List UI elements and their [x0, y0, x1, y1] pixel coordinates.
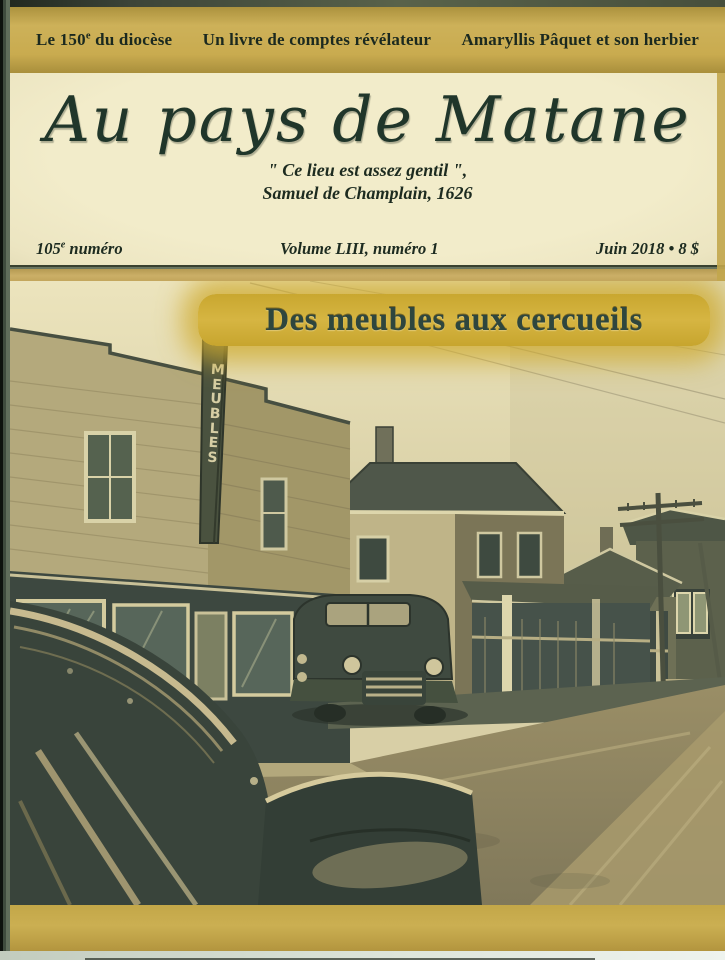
banner-topic-diocese-text: Le 150 [36, 30, 86, 49]
scan-top-edge [0, 0, 725, 7]
issue-number: 105e numéro [36, 239, 123, 258]
magazine-title: Au pays de Matane [44, 83, 691, 156]
street-scene [10, 281, 725, 905]
superscript: e [85, 30, 91, 42]
banner-topic-ledger: Un livre de comptes révélateur [202, 30, 432, 49]
footer-band [0, 905, 725, 951]
issue-bar [10, 238, 725, 260]
separator-strip [10, 269, 725, 281]
headline-banner: Des meubles aux cercueils [198, 294, 710, 346]
top-banner [10, 7, 725, 73]
superscript: e [60, 239, 66, 251]
quote-line-1: " Ce lieu est assez gentil ", [267, 160, 468, 181]
banner-topic-diocese-rest: du diocèse [90, 30, 173, 49]
quote-line-2: Samuel de Champlain, 1626 [262, 182, 473, 203]
date-price: Juin 2018 • 8 $ [596, 239, 699, 258]
scan-left-edge [0, 0, 10, 960]
scan-right-edge [717, 73, 725, 281]
banner-topic-diocese [36, 30, 172, 50]
masthead [10, 73, 725, 267]
volume-label: Volume LIII, numéro 1 [280, 239, 439, 258]
cover-photo [10, 281, 725, 905]
banner-topic-herbarium: Amaryllis Pâquet et son herbier [461, 30, 699, 49]
scan-bottom-edge [0, 951, 725, 960]
meubles-sign: M E U B L E S [206, 361, 226, 467]
